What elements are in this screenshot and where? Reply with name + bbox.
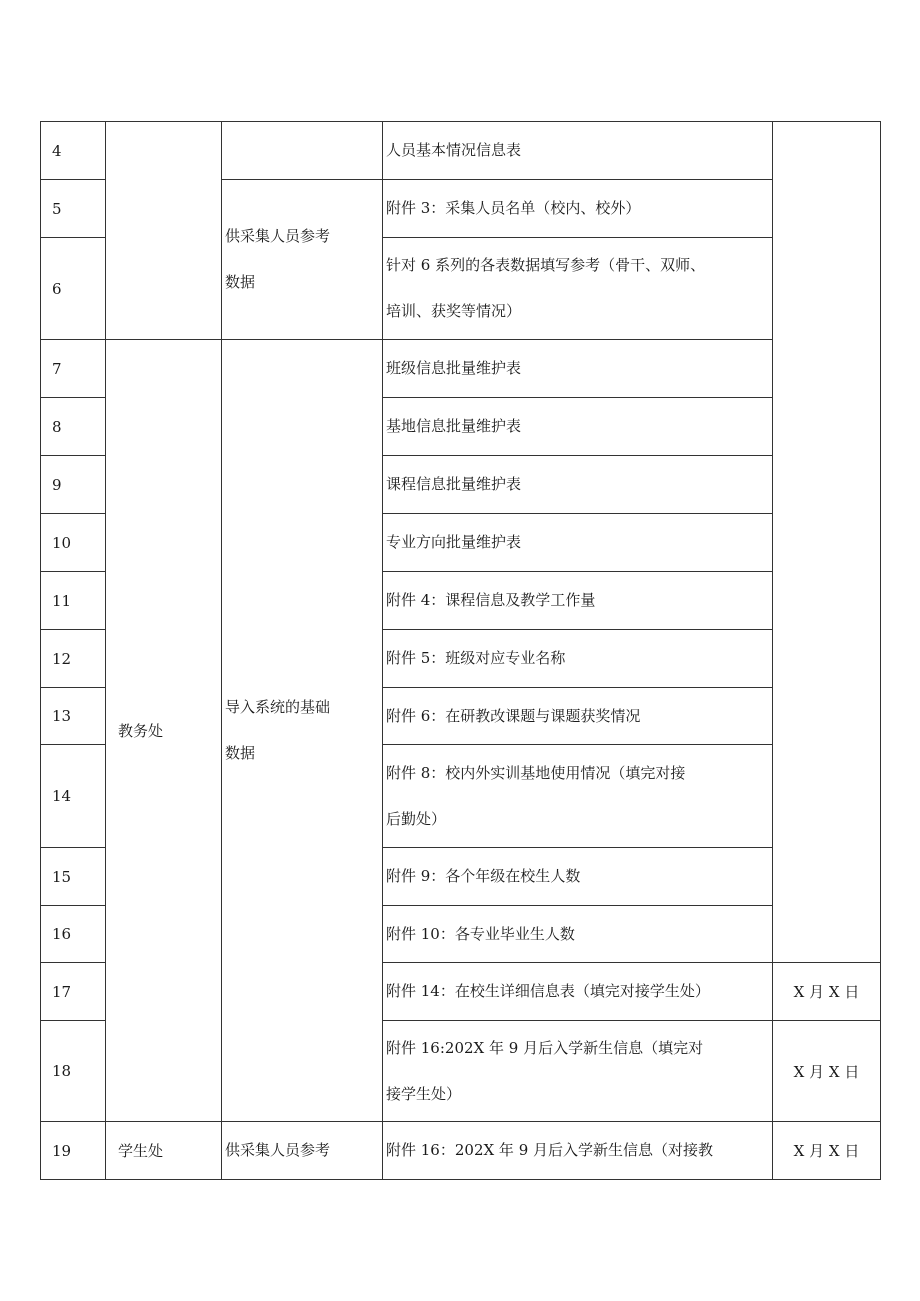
- row-number: 15: [41, 848, 106, 906]
- table-row: [41, 122, 881, 180]
- item-cell: 附件 9：各个年级在校生人数: [383, 848, 773, 906]
- deadline-cell-empty: [773, 122, 881, 963]
- table-row: [41, 340, 881, 398]
- item-line: 接学生处）: [386, 1084, 462, 1103]
- row-number: 18: [41, 1021, 106, 1122]
- item-cell: 附件 6：在研教改课题与课题获奖情况: [383, 688, 773, 745]
- item-line: 后勤处）: [386, 809, 447, 828]
- item-cell: 人员基本情况信息表: [383, 122, 773, 180]
- data-type-line: 供采集人员参考: [225, 227, 331, 245]
- item-cell: 专业方向批量维护表: [383, 514, 773, 572]
- item-line: 附件 8：校内外实训基地使用情况（填完对接: [386, 763, 686, 782]
- item-cell: 附件 10：各专业毕业生人数: [383, 906, 773, 963]
- row-number: 10: [41, 514, 106, 572]
- item-cell: 附件 5：班级对应专业名称: [383, 630, 773, 688]
- item-line: 培训、获奖等情况）: [386, 302, 522, 320]
- item-cell: 附件 3：采集人员名单（校内、校外）: [383, 180, 773, 238]
- item-cell: 班级信息批量维护表: [383, 340, 773, 398]
- deadline-cell: X 月 X 日: [773, 963, 881, 1021]
- row-number: 14: [41, 745, 106, 848]
- deadline-cell: X 月 X 日: [773, 1021, 881, 1122]
- item-cell: [383, 745, 773, 848]
- item-cell: [383, 1021, 773, 1122]
- data-type-cell: [222, 340, 383, 1122]
- table-row: [41, 1122, 881, 1180]
- item-line: 针对 6 系列的各表数据填写参考（骨干、双师、: [386, 256, 706, 274]
- row-number: 12: [41, 630, 106, 688]
- row-number: 4: [41, 122, 106, 180]
- row-number: 13: [41, 688, 106, 745]
- item-cell: [383, 238, 773, 340]
- item-cell: 附件 4：课程信息及教学工作量: [383, 572, 773, 630]
- row-number: 8: [41, 398, 106, 456]
- data-type-cell-empty: [222, 122, 383, 180]
- data-type-line: 导入系统的基础: [225, 698, 331, 716]
- item-cell: 附件 14：在校生详细信息表（填完对接学生处）: [383, 963, 773, 1021]
- row-number: 5: [41, 180, 106, 238]
- data-type-cell: 供采集人员参考: [222, 1122, 383, 1180]
- deadline-cell: X 月 X 日: [773, 1122, 881, 1180]
- item-cell: 附件 16：202X 年 9 月后入学新生信息（对接教: [383, 1122, 773, 1180]
- item-cell: 基地信息批量维护表: [383, 398, 773, 456]
- data-collection-table: [40, 121, 881, 1180]
- row-number: 6: [41, 238, 106, 340]
- data-type-line: 数据: [225, 744, 256, 762]
- item-cell: 课程信息批量维护表: [383, 456, 773, 514]
- row-number: 17: [41, 963, 106, 1021]
- department-cell-empty: [106, 122, 222, 340]
- data-type-line: 数据: [225, 273, 256, 291]
- row-number: 19: [41, 1122, 106, 1180]
- row-number: 16: [41, 906, 106, 963]
- row-number: 7: [41, 340, 106, 398]
- department-cell: 教务处: [106, 340, 222, 1122]
- row-number: 9: [41, 456, 106, 514]
- item-line: 附件 16:202X 年 9 月后入学新生信息（填完对: [386, 1038, 704, 1057]
- row-number: 11: [41, 572, 106, 630]
- department-cell: 学生处: [106, 1122, 222, 1180]
- data-type-cell: [222, 180, 383, 340]
